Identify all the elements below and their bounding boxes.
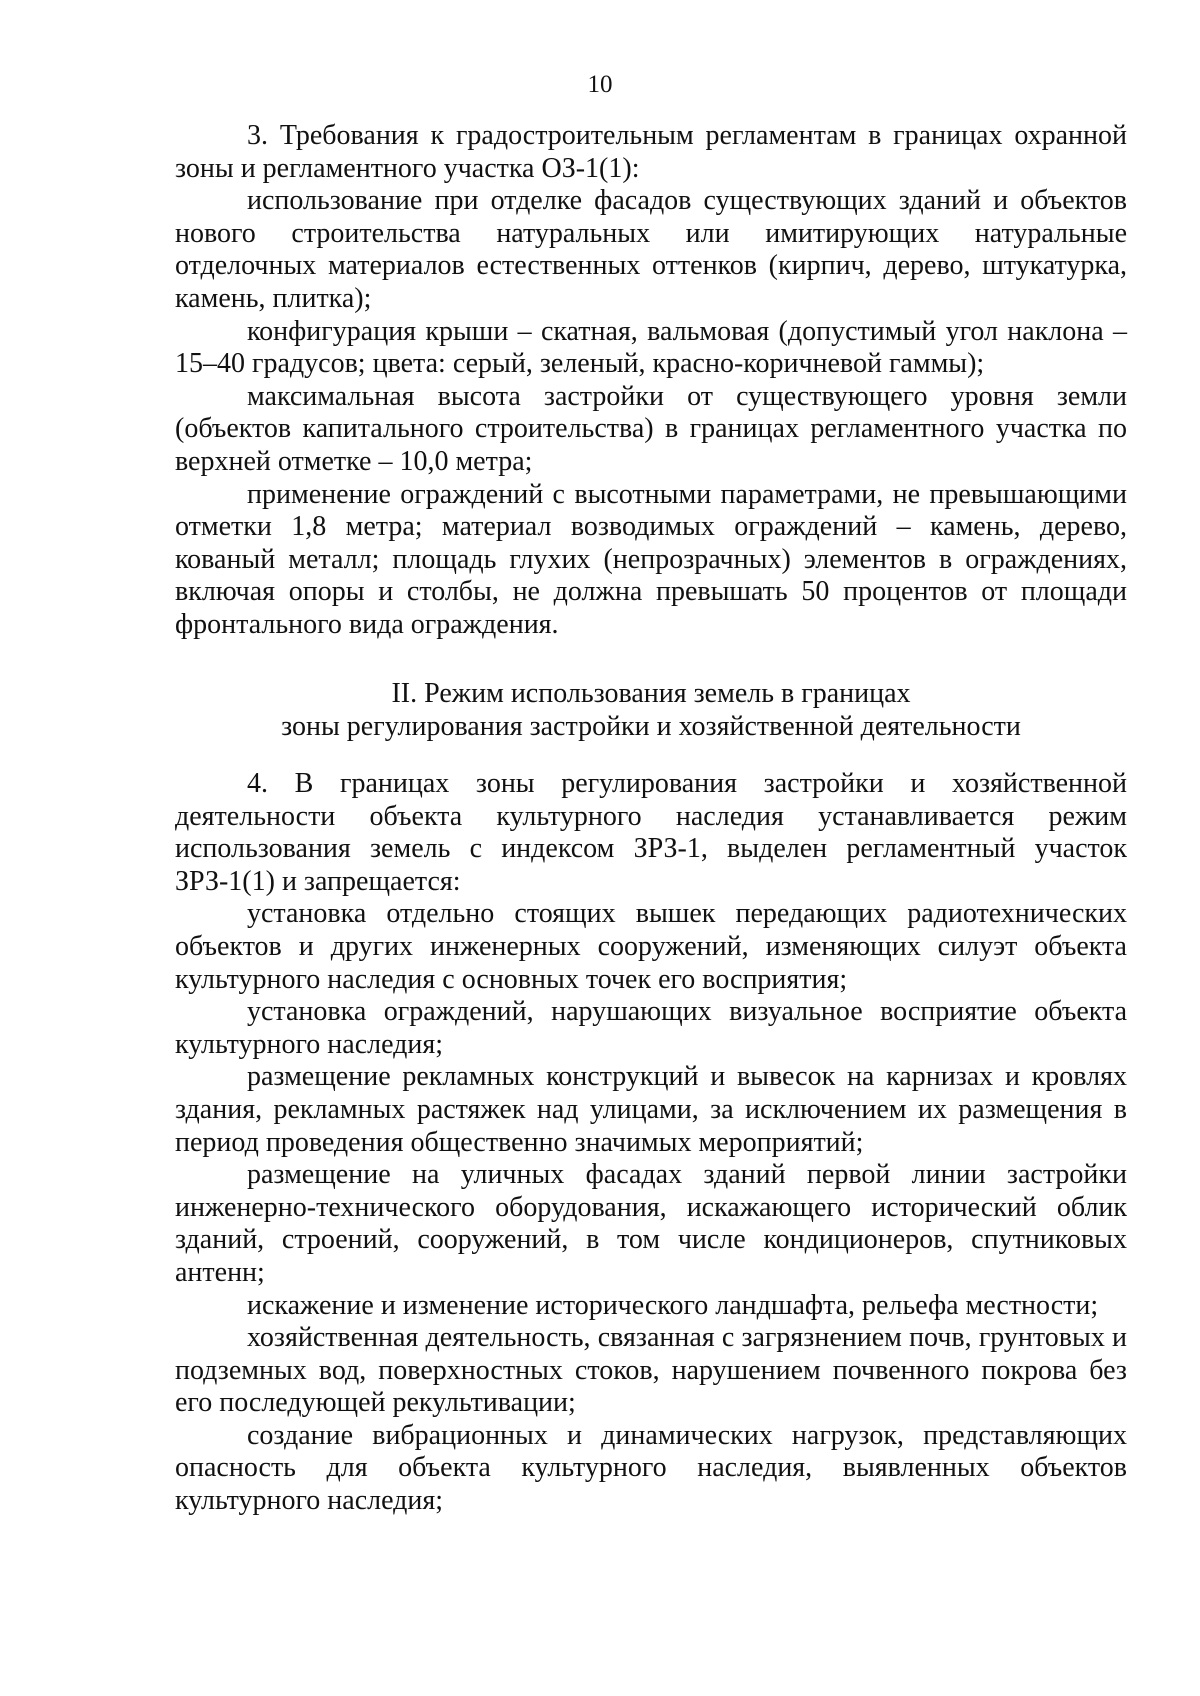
paragraph-4-intro: 4. В границах зоны регулирования застройки и хозяйственной деятельности объекта культурного наследия устанавливается режим использования земель с индексом ЗРЗ-1, выделен регламентный участок ЗРЗ-1(1) и запрещается:: [175, 768, 1127, 897]
list-item-pollution: хозяйственная деятельность, связанная с загрязнением почв, грунтовых и подземных вод, поверхностных стоков, нарушением почвенного покрова без его последующей рекультивации;: [175, 1322, 1127, 1419]
list-item-max-height: максимальная высота застройки от существующего уровня земли (объектов капитального строительства) в границах регламентного участка по верхней отметке – 10,0 метра;: [175, 380, 1127, 477]
list-item-landscape: искажение и изменение исторического ландшафта, рельефа местности;: [247, 1289, 1099, 1321]
section-heading-zrz: [175, 678, 1127, 743]
list-item-fence-visual: установка ограждений, нарушающих визуальное восприятие объекта культурного наследия;: [175, 996, 1127, 1060]
list-item-facade-materials: использование при отделке фасадов существующих зданий и объектов нового строительства натуральных или имитирующих натуральные отделочных материалов естественных оттенков (кирпич, дерево, штукатурка, камень, плитка);: [175, 185, 1127, 314]
list-item-advertising: размещение рекламных конструкций и вывесок на карнизах и кровлях здания, рекламных растяжек над улицами, за исключением их размещения в период проведения общественно значимых мероприятий;: [175, 1061, 1127, 1158]
section-requirements-oz: [175, 120, 1127, 642]
heading-line-1: II. Режим использования земель в границах: [391, 678, 911, 709]
paragraph-3-intro: 3. Требования к градостроительным регламентам в границах охранной зоны и регламентного участка ОЗ-1(1):: [175, 120, 1127, 184]
list-item-roof-configuration: конфигурация крыши – скатная, вальмовая (допустимый угол наклона – 15–40 градусов; цвета: серый, зеленый, красно-коричневой гаммы);: [175, 315, 1127, 380]
list-item-towers: установка отдельно стоящих вышек передающих радиотехнических объектов и других инженерных сооружений, изменяющих силуэт объекта культурного наследия с основных точек его восприятия;: [175, 898, 1127, 995]
section-zrz-prohibitions: [175, 768, 1127, 1518]
list-item-fences: применение ограждений с высотными параметрами, не превышающими отметки 1,8 метра; материал возводимых ограждений – камень, дерево, кованый металл; площадь глухих (непрозрачных) элементов в ограждениях, включая опоры и столбы, не должна превышать 50 процентов от площади фронтального вида ограждения.: [175, 478, 1127, 640]
list-item-vibration: создание вибрационных и динамических нагрузок, представляющих опасность для объекта культурного наследия, выявленных объектов культурного наследия;: [175, 1419, 1127, 1517]
list-item-facade-equipment: размещение на уличных фасадах зданий первой линии застройки инженерно-технического оборудования, искажающего исторический облик зданий, строений, сооружений, в том числе кондиционеров, спутниковых антенн;: [175, 1159, 1127, 1288]
heading-line-2: зоны регулирования застройки и хозяйственной деятельности: [281, 710, 1021, 742]
page-number: 10: [587, 71, 613, 98]
